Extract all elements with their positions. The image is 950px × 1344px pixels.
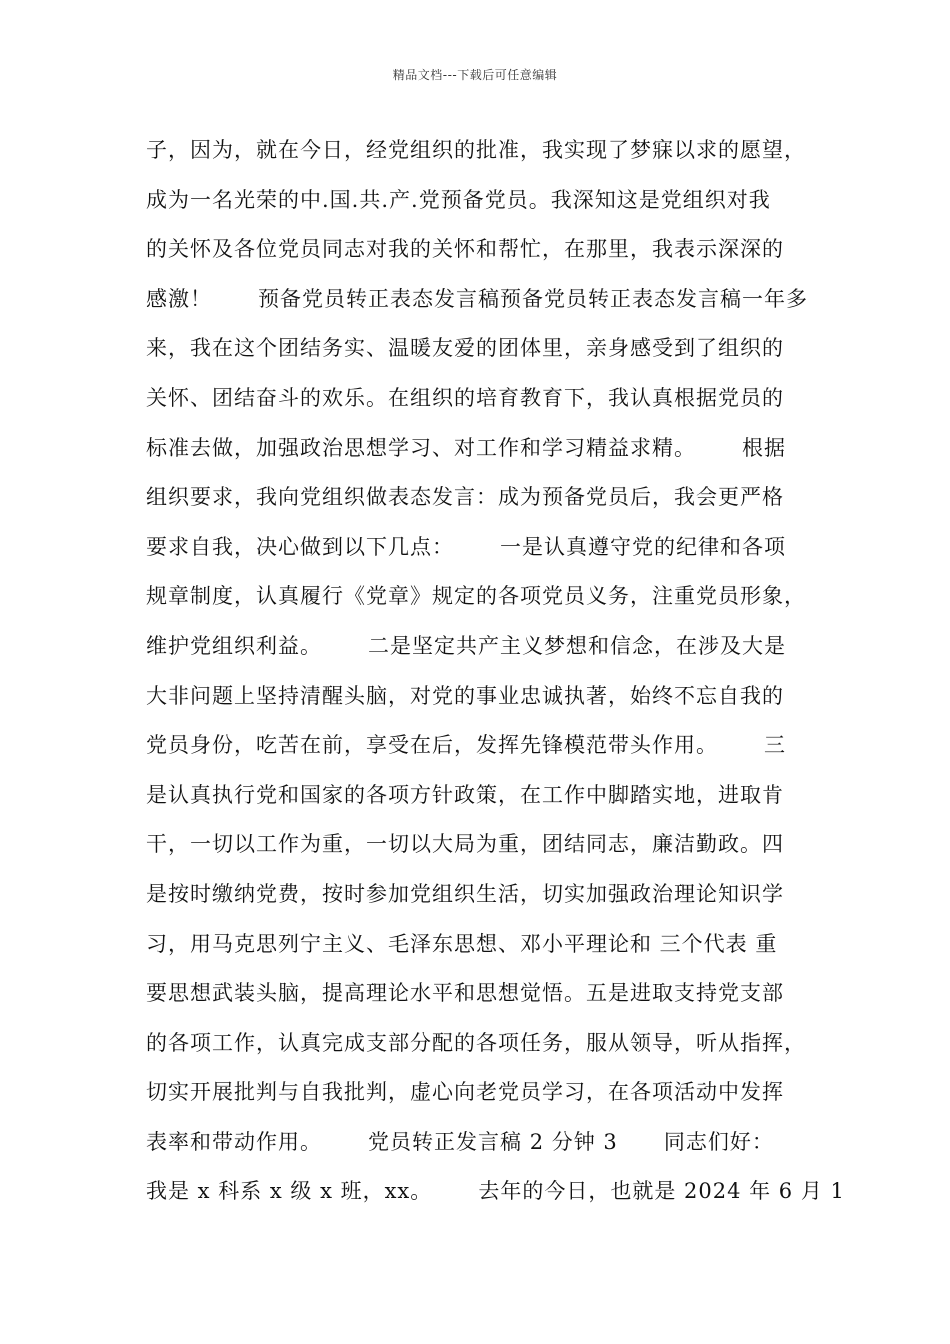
text-line: 表率和带动作用。 党员转正发言稿 2 分钟 3 同志们好： xyxy=(146,1129,774,1154)
text-line: 感激！ 预备党员转正表态发言稿预备党员转正表态发言稿一年多 xyxy=(146,286,809,311)
text-line: 党员身份，吃苦在前，享受在后，发挥先锋模范带头作用。 三 xyxy=(146,733,787,758)
text-line: 组织要求，我向党组织做表态发言：成为预备党员后，我会更严格 xyxy=(146,485,784,510)
text-line: 是认真执行党和国家的各项方针政策，在工作中脚踏实地，进取肯 xyxy=(146,782,784,807)
text-line: 大非问题上坚持清醒头脑，对党的事业忠诚执著，始终不忘自我的 xyxy=(146,683,784,708)
text-line: 成为一名光荣的中.国.共.产.党预备党员。我深知这是党组织对我 xyxy=(146,187,771,212)
text-line: 标准去做，加强政治思想学习、对工作和学习精益求精。 根据 xyxy=(146,435,787,460)
text-line: 要求自我，决心做到以下几点： 一是认真遵守党的纪律和各项 xyxy=(146,534,787,559)
text-line: 维护党组织利益。 二是坚定共产主义梦想和信念，在涉及大是 xyxy=(146,633,787,658)
text-line: 要思想武装头脑，提高理论水平和思想觉悟。五是进取支持党支部 xyxy=(146,981,784,1006)
text-line: 切实开展批判与自我批判，虚心向老党员学习，在各项活动中发挥 xyxy=(146,1080,784,1105)
text-line: 关怀、团结奋斗的欢乐。在组织的培育教育下，我认真根据党员的 xyxy=(146,385,784,410)
text-line: 规章制度，认真履行《党章》规定的各项党员义务，注重党员形象， xyxy=(146,584,806,609)
text-line: 的关怀及各位党员同志对我的关怀和帮忙，在那里，我表示深深的 xyxy=(146,237,784,262)
text-line: 习，用马克思列宁主义、毛泽东思想、邓小平理论和 三个代表 重 xyxy=(146,931,778,956)
text-line: 我是 x 科系 x 级 x 班，xx。 去年的今日，也就是 2024 年 6 月 1 xyxy=(146,1179,845,1204)
text-line: 子，因为，就在今日，经党组织的批准，我实现了梦寐以求的愿望， xyxy=(146,138,806,162)
page-header: 精品文档---下载后可任意编辑 xyxy=(392,68,558,82)
text-line: 的各项工作，认真完成支部分配的各项任务，服从领导，听从指挥， xyxy=(146,1030,806,1055)
document-body xyxy=(146,126,845,1217)
text-line: 干，一切以工作为重，一切以大局为重，团结同志，廉洁勤政。四 xyxy=(146,832,784,857)
text-line: 来，我在这个团结务实、温暖友爱的团体里，亲身感受到了组织的 xyxy=(146,336,784,361)
text-line: 是按时缴纳党费，按时参加党组织生活，切实加强政治理论知识学 xyxy=(146,881,784,906)
